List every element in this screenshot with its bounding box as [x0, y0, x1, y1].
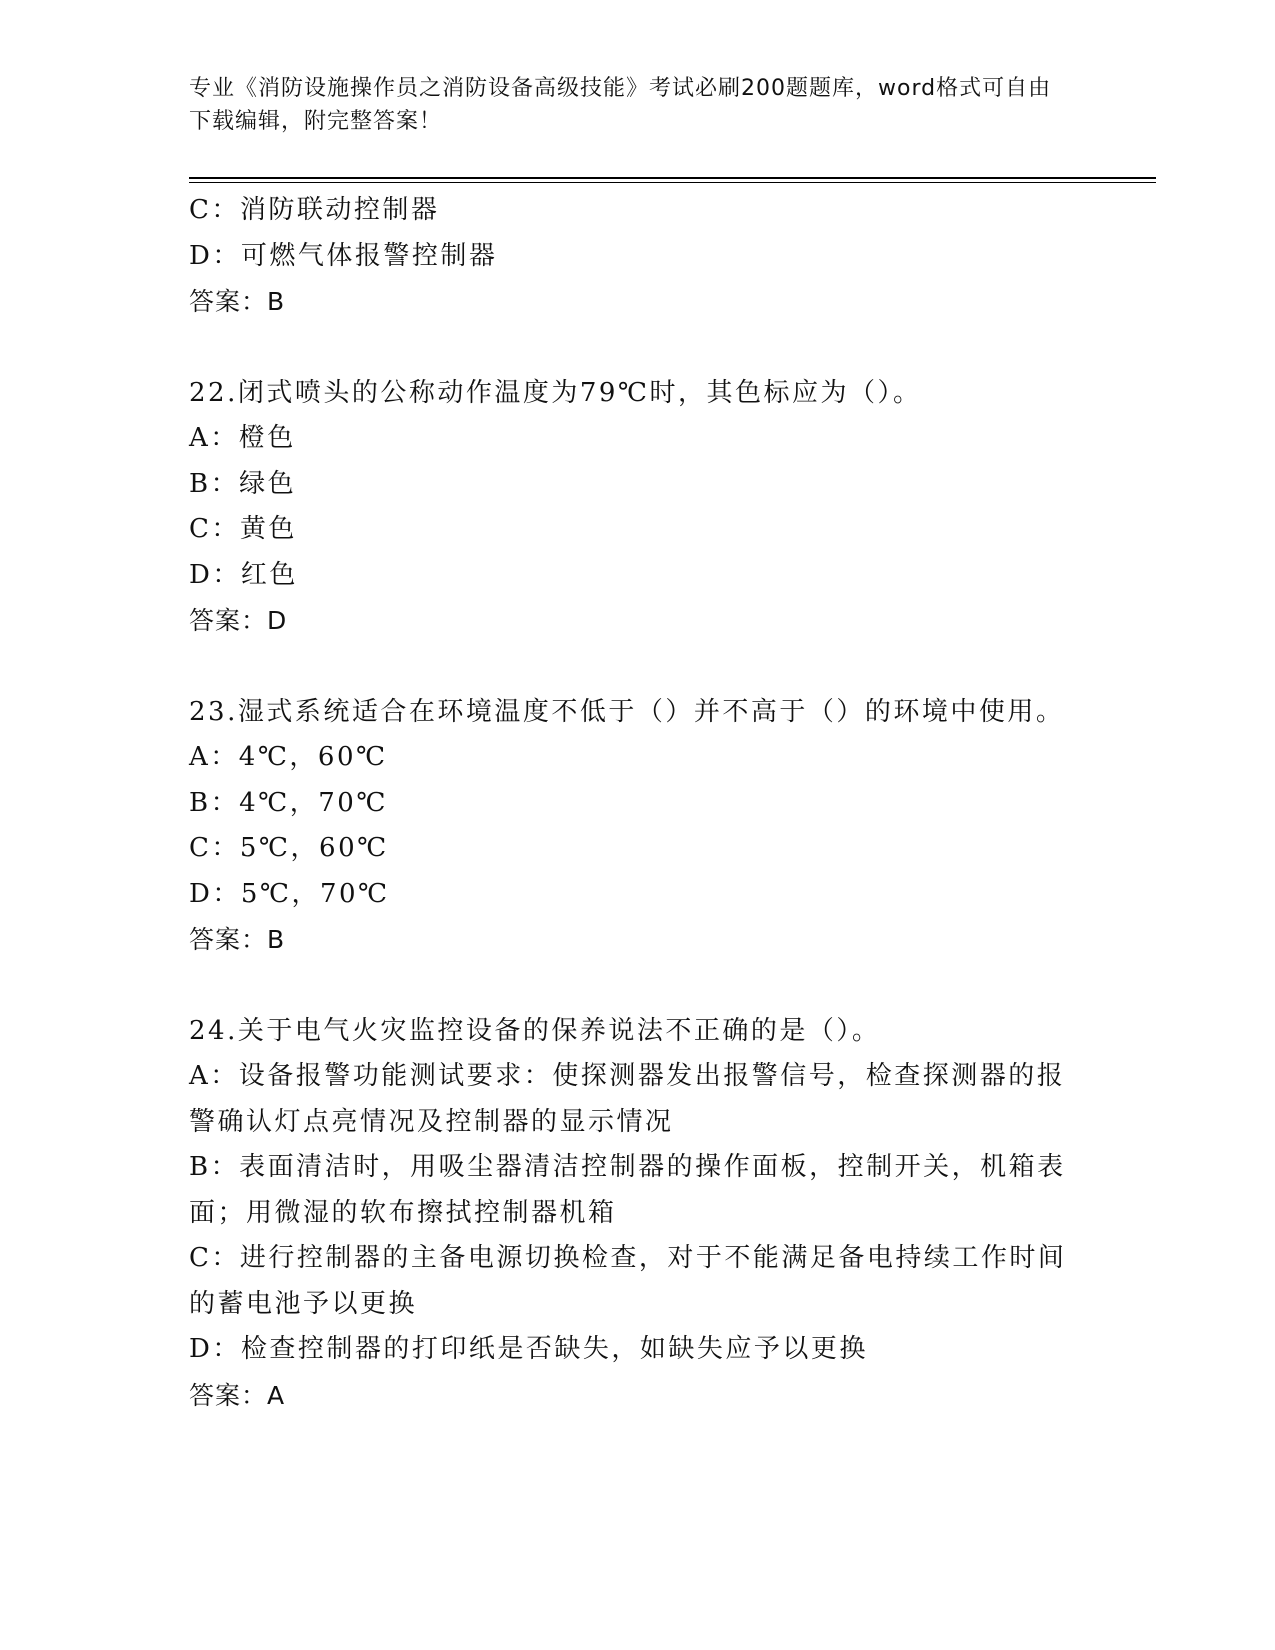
answer-label: 答案：A: [189, 1380, 286, 1410]
option-a: A：4℃，60℃: [189, 742, 388, 772]
option-d: D：可燃气体报警控制器: [189, 240, 498, 271]
question-block-23: [189, 690, 1089, 963]
answer-label: 答案：D: [189, 606, 288, 635]
option-c: C：黄色: [189, 514, 297, 544]
option-a: A：橙色: [189, 423, 296, 453]
header-rule-thin: [189, 182, 1156, 183]
option-c: C：进行控制器的主备电源切换检查，对于不能满足备电持续工作时间的蓄电池予以更换: [189, 1243, 1067, 1319]
spacer: [189, 644, 1089, 690]
question-block-21-tail: [189, 188, 1089, 325]
question-stem: 22.闭式喷头的公称动作温度为79℃时，其色标应为（）。: [189, 377, 922, 408]
option-c: C：消防联动控制器: [189, 195, 440, 225]
document-body: [189, 188, 1089, 1418]
answer-label: 答案：B: [189, 287, 286, 316]
spacer: [189, 963, 1089, 1009]
header-rule-thick: [189, 177, 1156, 179]
option-d: D：检查控制器的打印纸是否缺失，如缺失应予以更换: [189, 1334, 868, 1364]
question-stem: 24.关于电气火灾监控设备的保养说法不正确的是（）。: [189, 1015, 881, 1046]
question-block-24: [189, 1009, 1089, 1419]
option-b: B：4℃，70℃: [189, 787, 388, 818]
answer-label: 答案：B: [189, 925, 286, 954]
option-a: A：设备报警功能测试要求：使探测器发出报警信号，检查探测器的报警确认灯点亮情况及控制器的显示情况: [189, 1061, 1066, 1137]
question-block-22: [189, 371, 1089, 644]
option-d: D：5℃，70℃: [189, 878, 390, 909]
option-b: B：表面清洁时，用吸尘器清洁控制器的操作面板，控制开关，机箱表面；用微湿的软布擦拭控制器机箱: [189, 1152, 1066, 1228]
option-b: B：绿色: [189, 468, 297, 499]
option-d: D：红色: [189, 559, 298, 590]
document-header-title: 专业《消防设施操作员之消防设备高级技能》考试必刷200题题库，word格式可自由下载编辑，附完整答案！: [189, 76, 1052, 134]
option-c: C：5℃，60℃: [189, 833, 389, 863]
question-stem: 23.湿式系统适合在环境温度不低于（）并不高于（）的环境中使用。: [189, 696, 1065, 727]
spacer: [189, 325, 1089, 371]
